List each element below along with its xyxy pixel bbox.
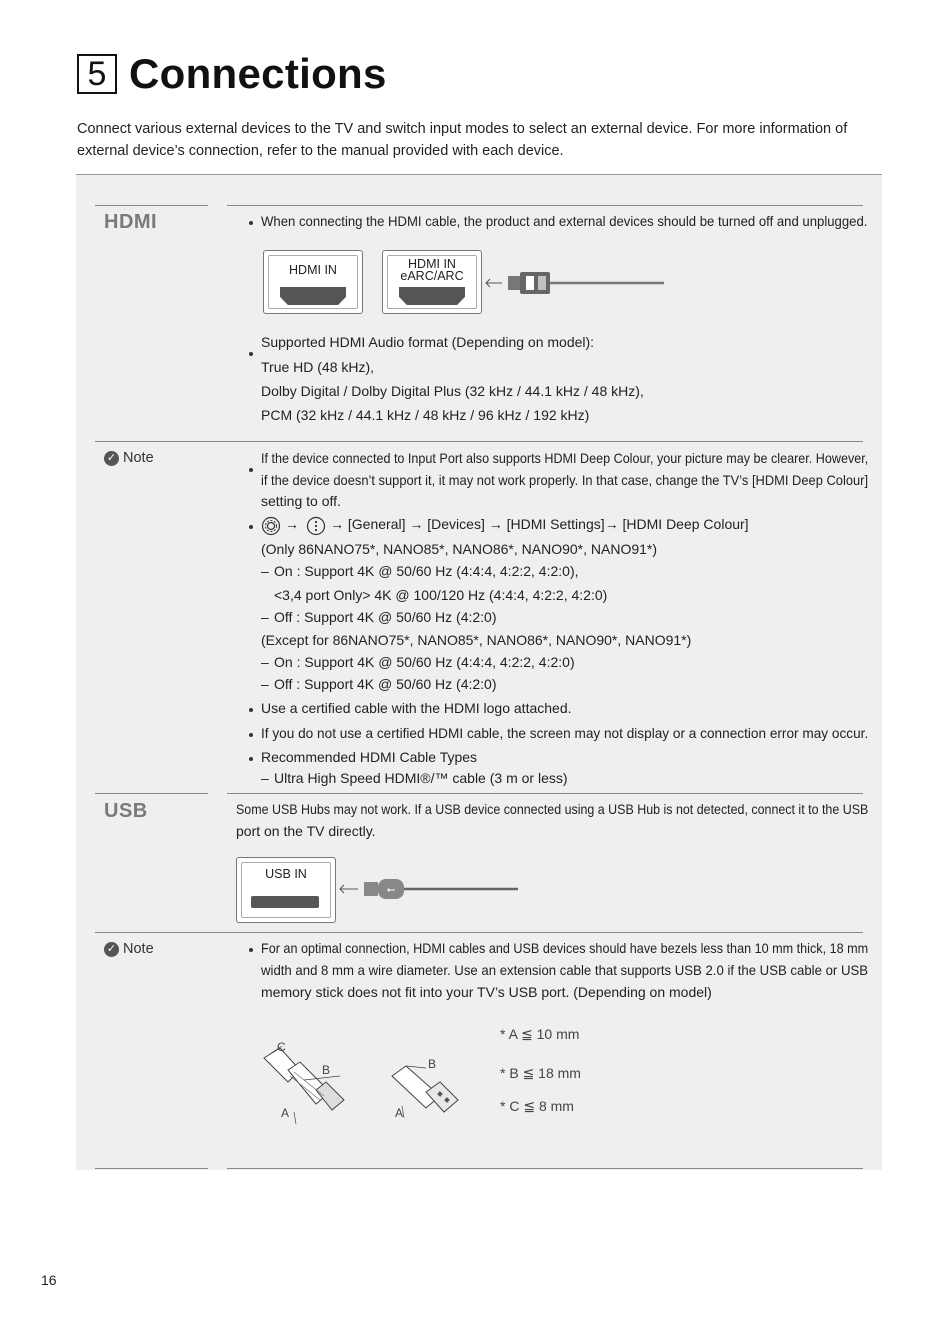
dash: – <box>261 563 269 579</box>
page-number: 16 <box>41 1272 57 1288</box>
port-label: USB IN <box>265 867 307 881</box>
usb-hub-note: Some USB Hubs may not work. If a USB device connected using a USB Hub is not detected, connect it to the USB <box>236 801 869 817</box>
size-limit-note-line: width and 8 mm a wire diameter. Use an extension cable that supports USB 2.0 if the USB cable or USB <box>261 962 869 978</box>
note-label-text: Note <box>123 941 154 957</box>
page-title: Connections <box>129 50 387 97</box>
bullet <box>249 352 253 356</box>
dash: – <box>261 676 269 692</box>
intro-paragraph: Connect various external devices to the TV and switch input modes to select an external device. For more information of external device’s connection, refer to the manual provided with each device. <box>77 121 848 159</box>
hdmi-earc-port <box>382 250 482 314</box>
hdmi-power-note: When connecting the HDMI cable, the product and external devices should be turned off and unplugged. <box>261 213 868 229</box>
divider <box>95 1168 208 1169</box>
deep-colour-note-line: if the device doesn’t support it, it may not work properly. In that case, change the TV’s [HDMI Deep Colour] <box>261 472 869 488</box>
dimension-label: A <box>395 1106 404 1120</box>
certified-cable-note: Use a certified cable with the HDMI logo attached. <box>261 700 572 716</box>
mode-on: On : Support 4K @ 50/60 Hz (4:4:4, 4:2:2, 4:2:0), <box>274 563 579 579</box>
hdmi-plug-dimension-illustration <box>258 1040 358 1125</box>
checkmark-icon: ✓ <box>104 942 119 957</box>
model-scope: (Except for 86NANO75*, NANO85*, NANO86*, NANO90*, NANO91*) <box>261 632 692 648</box>
size-limit-note-line: For an optimal connection, HDMI cables and USB devices should have bezels less than 10 mm thick, 18 mm <box>261 940 869 956</box>
audio-format-item: PCM (32 kHz / 44.1 kHz / 48 kHz / 96 kHz / 192 kHz) <box>261 407 590 423</box>
hdmi-in-port <box>263 250 363 314</box>
port-label: HDMI IN <box>408 257 456 271</box>
section-label-hdmi: HDMI <box>104 211 158 233</box>
deep-colour-note-line: setting to off. <box>261 493 341 509</box>
divider <box>227 205 863 206</box>
hdmi-slot-icon <box>280 287 346 305</box>
spec-c: * C ≦ 8 mm <box>500 1098 574 1114</box>
settings-icon <box>260 516 282 536</box>
bullet <box>249 708 253 712</box>
dimension-label: B <box>428 1057 437 1071</box>
usb-cable-icon <box>336 874 521 904</box>
mode-on: On : Support 4K @ 50/60 Hz (4:4:4, 4:2:2, 4:2:0) <box>274 654 575 670</box>
divider <box>95 793 208 794</box>
usb-hub-note: port on the TV directly. <box>236 823 376 839</box>
hdmi-slot-icon <box>399 287 465 305</box>
note-label <box>104 450 154 466</box>
audio-format-item: True HD (48 kHz), <box>261 359 375 375</box>
audio-format-heading: Supported HDMI Audio format (Depending on model): <box>261 334 595 350</box>
bullet <box>249 468 253 472</box>
audio-format-item: Dolby Digital / Dolby Digital Plus (32 kHz / 44.1 kHz / 48 kHz), <box>261 383 644 399</box>
bullet <box>249 525 253 529</box>
deep-colour-note-line: If the device connected to Input Port also supports HDMI Deep Colour, your picture may be clearer. However, <box>261 450 869 466</box>
checkmark-icon: ✓ <box>104 451 119 466</box>
cable-type: Ultra High Speed HDMI®/™ cable (3 m or less) <box>274 770 568 786</box>
mode-on-extra: <3,4 port Only> 4K @ 100/120 Hz (4:4:4, 4:2:2, 4:2:0) <box>274 587 608 603</box>
divider <box>227 1168 863 1169</box>
uncertified-cable-note: If you do not use a certified HDMI cable, the screen may not display or a connection error may occur. <box>261 725 869 741</box>
spec-a: * A ≦ 10 mm <box>500 1026 580 1042</box>
bullet <box>249 948 253 952</box>
mode-off: Off : Support 4K @ 50/60 Hz (4:2:0) <box>274 676 497 692</box>
mode-off: Off : Support 4K @ 50/60 Hz (4:2:0) <box>274 609 497 625</box>
chapter-number: 5 <box>77 54 117 94</box>
dash: – <box>261 609 269 625</box>
section-label-usb: USB <box>104 800 148 822</box>
dimension-label: A <box>281 1106 290 1120</box>
menu-arrow: → <box>285 516 299 532</box>
dimension-label: B <box>322 1063 331 1077</box>
dash: – <box>261 770 269 786</box>
divider <box>95 932 863 933</box>
settings-path: → [General] → [Devices] → [HDMI Settings]→ [HDMI Deep Colour] <box>330 516 749 532</box>
note-label <box>104 941 154 957</box>
bullet <box>249 733 253 737</box>
port-label: eARC/ARC <box>400 269 464 283</box>
dash: – <box>261 654 269 670</box>
usb-in-port <box>236 857 336 923</box>
divider <box>227 793 863 794</box>
hdmi-cable-icon <box>482 266 667 302</box>
cable-types-heading: Recommended HDMI Cable Types <box>261 749 478 765</box>
model-scope: (Only 86NANO75*, NANO85*, NANO86*, NANO90*, NANO91*) <box>261 541 658 557</box>
more-options-icon <box>305 516 327 536</box>
divider <box>95 205 208 206</box>
chapter-heading <box>77 50 387 98</box>
usb-slot-icon <box>251 896 319 908</box>
svg-text:⭠: ⭠ <box>386 883 396 896</box>
size-limit-note-line: memory stick does not fit into your TV’s USB port. (Depending on model) <box>261 984 712 1000</box>
spec-b: * B ≦ 18 mm <box>500 1065 581 1081</box>
note-label-text: Note <box>123 450 154 466</box>
dimension-label: C <box>277 1040 286 1054</box>
bullet <box>249 757 253 761</box>
bullet <box>249 221 253 225</box>
port-label: HDMI IN <box>289 263 337 277</box>
divider <box>95 441 863 442</box>
